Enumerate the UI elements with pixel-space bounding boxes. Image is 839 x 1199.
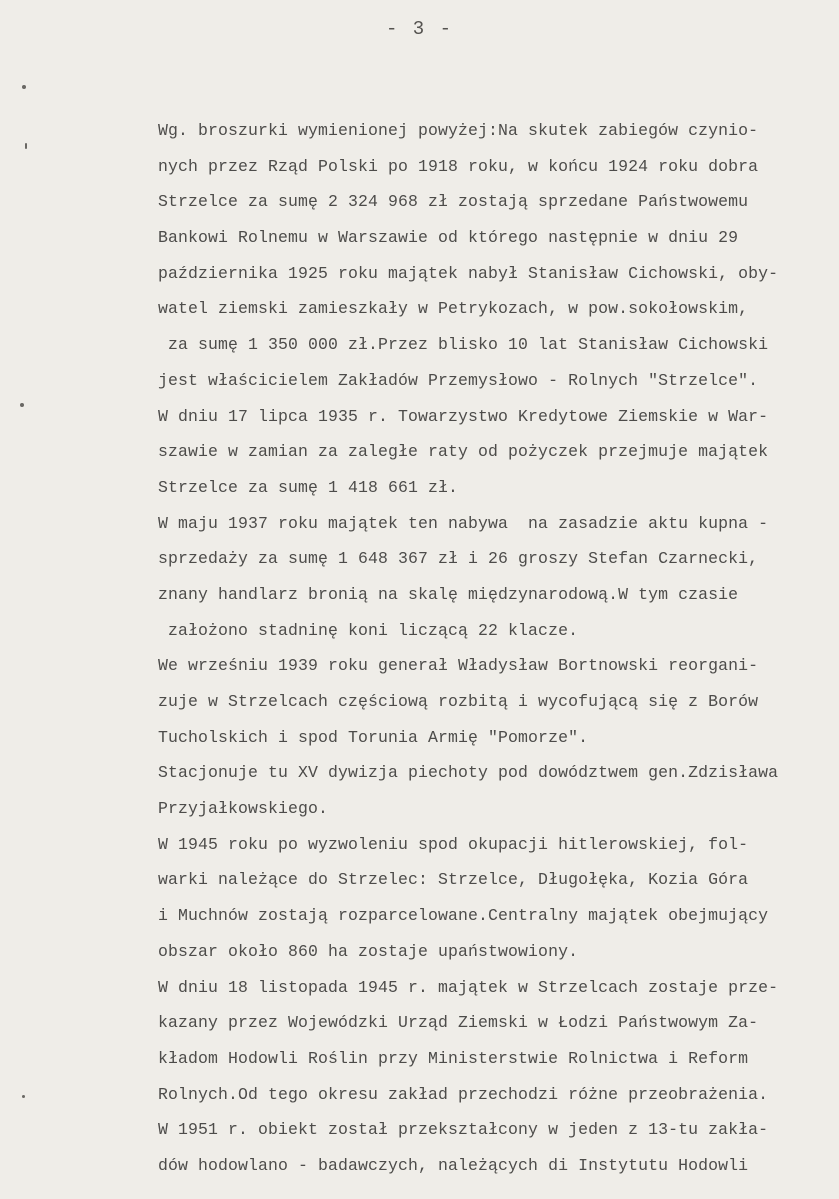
text-line: W 1945 roku po wyzwoleniu spod okupacji hitlerowskiej, fol- bbox=[158, 834, 749, 854]
text-line: We wrześniu 1939 roku generał Władysław Bortnowski reorgani- bbox=[158, 656, 759, 676]
text-line: obszar około 860 ha zostaje upaństwowiony. bbox=[158, 941, 579, 961]
text-line: W dniu 18 listopada 1945 r. majątek w Strzelcach zostaje prze- bbox=[158, 977, 779, 997]
text-line: watel ziemski zamieszkały w Petrykozach, w pow.sokołowskim, bbox=[158, 299, 749, 319]
punch-hole-mark bbox=[22, 85, 26, 89]
text-line: Strzelce za sumę 2 324 968 zł zostają sprzedane Państwowemu bbox=[158, 192, 749, 212]
text-line: W dniu 17 lipca 1935 r. Towarzystwo Kredytowe Ziemskie w War- bbox=[158, 406, 769, 426]
text-line: Przyjałkowskiego. bbox=[158, 799, 329, 819]
text-line: kazany przez Wojewódzki Urząd Ziemski w Łodzi Państwowym Za- bbox=[158, 1013, 759, 1033]
text-line: znany handlarz bronią na skalę międzynarodową.W tym czasie bbox=[158, 584, 739, 604]
text-line: października 1925 roku majątek nabył Stanisław Cichowski, oby- bbox=[158, 263, 779, 283]
text-line: jest właścicielem Zakładów Przemysłowo - Rolnych "Strzelce". bbox=[158, 370, 759, 390]
text-line: i Muchnów zostają rozparcelowane.Centralny majątek obejmujący bbox=[158, 906, 769, 926]
page-number: - 3 - bbox=[385, 18, 453, 40]
text-line: W maju 1937 roku majątek ten nabywa na zasadzie aktu kupna - bbox=[158, 513, 769, 533]
text-line: szawie w zamian za zaległe raty od pożyczek przejmuje majątek bbox=[158, 442, 769, 462]
text-line: zuje w Strzelcach częściową rozbitą i wycofującą się z Borów bbox=[158, 692, 759, 711]
text-line: kładom Hodowli Roślin przy Ministerstwie Rolnictwa i Reform bbox=[158, 1048, 749, 1068]
text-line: Rolnych.Od tego okresu zakład przechodzi różne przeobrażenia. bbox=[158, 1084, 769, 1104]
text-line: Tucholskich i spod Torunia Armię "Pomorze". bbox=[158, 727, 589, 747]
body-text bbox=[158, 113, 818, 1184]
text-line: założono stadninę koni liczącą 22 klacze. bbox=[158, 620, 579, 640]
text-line: Strzelce za sumę 1 418 661 zł. bbox=[158, 477, 459, 497]
text-line: sprzedaży za sumę 1 648 367 zł i 26 groszy Stefan Czarnecki, bbox=[158, 549, 759, 569]
text-line: za sumę 1 350 000 zł.Przez blisko 10 lat Stanisław Cichowski bbox=[158, 335, 769, 355]
punch-hole-mark bbox=[22, 1095, 25, 1098]
punch-hole-mark bbox=[20, 403, 24, 407]
edge-mark bbox=[25, 143, 27, 149]
text-line: warki należące do Strzelec: Strzelce, Długołęka, Kozia Góra bbox=[158, 870, 749, 890]
text-line: Stacjonuje tu XV dywizja piechoty pod dowództwem gen.Zdzisława bbox=[158, 763, 779, 783]
text-line: Bankowi Rolnemu w Warszawie od którego następnie w dniu 29 bbox=[158, 228, 739, 248]
text-line: Wg. broszurki wymienionej powyżej:Na skutek zabiegów czynio- bbox=[158, 121, 759, 140]
text-line: dów hodowlano - badawczych, należących di Instytutu Hodowli bbox=[158, 1155, 749, 1175]
text-line: W 1951 r. obiekt został przekształcony w jeden z 13-tu zakła- bbox=[158, 1120, 769, 1140]
text-line: nych przez Rząd Polski po 1918 roku, w końcu 1924 roku dobra bbox=[158, 156, 759, 176]
